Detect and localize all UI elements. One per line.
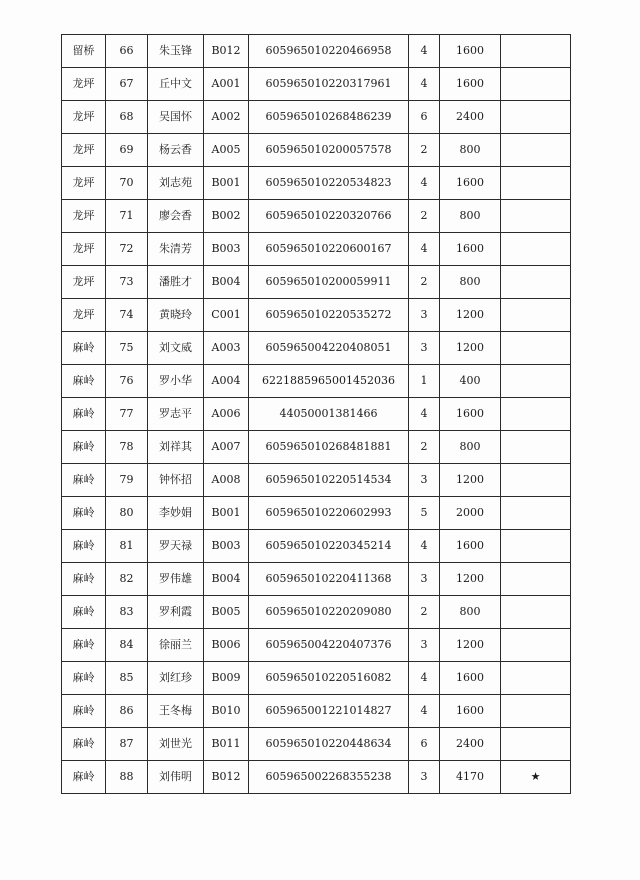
cell-name: 刘祥其	[148, 431, 204, 464]
cell-amount: 2400	[440, 728, 501, 761]
cell-code: C001	[204, 299, 249, 332]
cell-area: 麻岭	[62, 497, 106, 530]
cell-count: 6	[409, 101, 440, 134]
cell-mark	[501, 233, 571, 266]
roster-table	[61, 34, 571, 794]
cell-number: 78	[106, 431, 148, 464]
cell-code: B003	[204, 233, 249, 266]
cell-account: 605965010220516082	[249, 662, 409, 695]
cell-mark	[501, 728, 571, 761]
cell-number: 85	[106, 662, 148, 695]
cell-account: 6221885965001452036	[249, 365, 409, 398]
cell-mark	[501, 134, 571, 167]
cell-code: B011	[204, 728, 249, 761]
cell-amount: 800	[440, 266, 501, 299]
table-row	[62, 266, 571, 299]
cell-mark	[501, 35, 571, 68]
table-row	[62, 365, 571, 398]
cell-amount: 1600	[440, 35, 501, 68]
cell-count: 1	[409, 365, 440, 398]
cell-area: 龙坪	[62, 200, 106, 233]
cell-mark	[501, 68, 571, 101]
cell-area: 麻岭	[62, 596, 106, 629]
cell-name: 罗利霞	[148, 596, 204, 629]
cell-amount: 800	[440, 596, 501, 629]
cell-code: B012	[204, 35, 249, 68]
cell-account: 605965010200057578	[249, 134, 409, 167]
cell-area: 龙坪	[62, 233, 106, 266]
table-row	[62, 464, 571, 497]
cell-count: 4	[409, 662, 440, 695]
cell-area: 麻岭	[62, 464, 106, 497]
cell-count: 4	[409, 695, 440, 728]
table-row	[62, 629, 571, 662]
cell-mark	[501, 629, 571, 662]
cell-mark	[501, 266, 571, 299]
table-row	[62, 563, 571, 596]
table-row	[62, 662, 571, 695]
cell-name: 刘世光	[148, 728, 204, 761]
table-row	[62, 299, 571, 332]
cell-account: 44050001381466	[249, 398, 409, 431]
cell-number: 79	[106, 464, 148, 497]
cell-number: 69	[106, 134, 148, 167]
cell-amount: 800	[440, 200, 501, 233]
table-row	[62, 200, 571, 233]
cell-number: 86	[106, 695, 148, 728]
cell-area: 麻岭	[62, 398, 106, 431]
cell-count: 4	[409, 35, 440, 68]
cell-account: 605965010220345214	[249, 530, 409, 563]
cell-amount: 1200	[440, 629, 501, 662]
cell-count: 2	[409, 596, 440, 629]
cell-number: 80	[106, 497, 148, 530]
cell-area: 龙坪	[62, 299, 106, 332]
cell-count: 3	[409, 299, 440, 332]
cell-amount: 1600	[440, 530, 501, 563]
cell-code: A007	[204, 431, 249, 464]
cell-area: 麻岭	[62, 728, 106, 761]
cell-code: A008	[204, 464, 249, 497]
cell-count: 3	[409, 563, 440, 596]
cell-account: 605965010220411368	[249, 563, 409, 596]
cell-mark	[501, 167, 571, 200]
cell-account: 605965010220466958	[249, 35, 409, 68]
cell-amount: 1200	[440, 332, 501, 365]
table-row	[62, 497, 571, 530]
cell-number: 72	[106, 233, 148, 266]
cell-area: 麻岭	[62, 332, 106, 365]
cell-code: A004	[204, 365, 249, 398]
cell-count: 4	[409, 398, 440, 431]
table-row	[62, 101, 571, 134]
cell-mark	[501, 200, 571, 233]
cell-count: 3	[409, 761, 440, 794]
table-row	[62, 728, 571, 761]
table-body	[62, 35, 571, 794]
cell-amount: 2000	[440, 497, 501, 530]
cell-count: 3	[409, 464, 440, 497]
cell-name: 刘文威	[148, 332, 204, 365]
table-row	[62, 431, 571, 464]
cell-name: 钟怀招	[148, 464, 204, 497]
cell-code: B010	[204, 695, 249, 728]
cell-area: 龙坪	[62, 167, 106, 200]
cell-account: 605965010268486239	[249, 101, 409, 134]
cell-account: 605965010220448634	[249, 728, 409, 761]
cell-name: 罗天禄	[148, 530, 204, 563]
cell-amount: 2400	[440, 101, 501, 134]
cell-name: 黄晓玲	[148, 299, 204, 332]
cell-name: 丘中文	[148, 68, 204, 101]
cell-code: B003	[204, 530, 249, 563]
table-row	[62, 332, 571, 365]
cell-count: 3	[409, 629, 440, 662]
cell-mark	[501, 365, 571, 398]
cell-count: 5	[409, 497, 440, 530]
cell-name: 王冬梅	[148, 695, 204, 728]
cell-account: 605965010220514534	[249, 464, 409, 497]
cell-name: 朱玉锋	[148, 35, 204, 68]
table-row	[62, 35, 571, 68]
cell-number: 84	[106, 629, 148, 662]
cell-area: 龙坪	[62, 101, 106, 134]
cell-code: B001	[204, 167, 249, 200]
cell-name: 杨云香	[148, 134, 204, 167]
cell-account: 605965002268355238	[249, 761, 409, 794]
cell-number: 70	[106, 167, 148, 200]
table-row	[62, 761, 571, 794]
cell-mark	[501, 497, 571, 530]
cell-name: 李妙娟	[148, 497, 204, 530]
table-row	[62, 233, 571, 266]
cell-name: 吴国怀	[148, 101, 204, 134]
cell-code: B005	[204, 596, 249, 629]
cell-amount: 800	[440, 431, 501, 464]
cell-amount: 1600	[440, 167, 501, 200]
cell-account: 605965010220535272	[249, 299, 409, 332]
cell-account: 605965010268481881	[249, 431, 409, 464]
cell-number: 74	[106, 299, 148, 332]
table-row	[62, 695, 571, 728]
cell-area: 龙坪	[62, 134, 106, 167]
cell-mark	[501, 431, 571, 464]
cell-area: 留桥	[62, 35, 106, 68]
cell-name: 罗伟雄	[148, 563, 204, 596]
cell-amount: 1600	[440, 695, 501, 728]
cell-name: 罗小华	[148, 365, 204, 398]
cell-amount: 1600	[440, 68, 501, 101]
table-row	[62, 134, 571, 167]
cell-area: 麻岭	[62, 629, 106, 662]
cell-code: A005	[204, 134, 249, 167]
cell-code: B006	[204, 629, 249, 662]
cell-account: 605965001221014827	[249, 695, 409, 728]
table-row	[62, 398, 571, 431]
cell-number: 81	[106, 530, 148, 563]
cell-code: A002	[204, 101, 249, 134]
cell-number: 66	[106, 35, 148, 68]
cell-count: 4	[409, 167, 440, 200]
table-row	[62, 596, 571, 629]
cell-amount: 1200	[440, 563, 501, 596]
cell-count: 6	[409, 728, 440, 761]
cell-amount: 1200	[440, 464, 501, 497]
cell-mark	[501, 398, 571, 431]
cell-area: 麻岭	[62, 761, 106, 794]
cell-amount: 1600	[440, 233, 501, 266]
cell-mark	[501, 530, 571, 563]
cell-amount: 1200	[440, 299, 501, 332]
cell-number: 87	[106, 728, 148, 761]
cell-account: 605965010220209080	[249, 596, 409, 629]
cell-mark	[501, 464, 571, 497]
cell-number: 68	[106, 101, 148, 134]
cell-count: 4	[409, 233, 440, 266]
cell-number: 73	[106, 266, 148, 299]
cell-code: A006	[204, 398, 249, 431]
cell-code: A001	[204, 68, 249, 101]
cell-mark: ★	[501, 761, 571, 794]
cell-number: 83	[106, 596, 148, 629]
cell-code: B012	[204, 761, 249, 794]
cell-amount: 800	[440, 134, 501, 167]
cell-count: 4	[409, 530, 440, 563]
cell-mark	[501, 101, 571, 134]
cell-mark	[501, 299, 571, 332]
cell-name: 朱清芳	[148, 233, 204, 266]
cell-account: 605965004220408051	[249, 332, 409, 365]
cell-name: 刘志苑	[148, 167, 204, 200]
cell-account: 605965010220600167	[249, 233, 409, 266]
cell-amount: 1600	[440, 662, 501, 695]
cell-number: 71	[106, 200, 148, 233]
cell-count: 4	[409, 68, 440, 101]
cell-account: 605965010220602993	[249, 497, 409, 530]
cell-account: 605965004220407376	[249, 629, 409, 662]
table-row	[62, 68, 571, 101]
cell-amount: 400	[440, 365, 501, 398]
cell-code: B002	[204, 200, 249, 233]
cell-code: A003	[204, 332, 249, 365]
cell-account: 605965010220534823	[249, 167, 409, 200]
cell-mark	[501, 695, 571, 728]
cell-area: 麻岭	[62, 563, 106, 596]
cell-number: 75	[106, 332, 148, 365]
cell-number: 76	[106, 365, 148, 398]
cell-count: 2	[409, 200, 440, 233]
cell-mark	[501, 563, 571, 596]
cell-number: 88	[106, 761, 148, 794]
cell-code: B004	[204, 563, 249, 596]
cell-amount: 4170	[440, 761, 501, 794]
cell-account: 605965010220317961	[249, 68, 409, 101]
cell-mark	[501, 332, 571, 365]
cell-code: B004	[204, 266, 249, 299]
cell-area: 麻岭	[62, 530, 106, 563]
cell-area: 龙坪	[62, 68, 106, 101]
cell-mark	[501, 662, 571, 695]
cell-number: 82	[106, 563, 148, 596]
cell-count: 2	[409, 431, 440, 464]
cell-area: 龙坪	[62, 266, 106, 299]
cell-number: 67	[106, 68, 148, 101]
table-row	[62, 167, 571, 200]
cell-count: 2	[409, 134, 440, 167]
cell-amount: 1600	[440, 398, 501, 431]
cell-area: 麻岭	[62, 695, 106, 728]
cell-name: 潘胜才	[148, 266, 204, 299]
cell-number: 77	[106, 398, 148, 431]
cell-area: 麻岭	[62, 365, 106, 398]
cell-code: B009	[204, 662, 249, 695]
cell-name: 罗志平	[148, 398, 204, 431]
cell-count: 3	[409, 332, 440, 365]
cell-area: 麻岭	[62, 662, 106, 695]
cell-name: 徐丽兰	[148, 629, 204, 662]
cell-account: 605965010200059911	[249, 266, 409, 299]
cell-count: 2	[409, 266, 440, 299]
table-row	[62, 530, 571, 563]
cell-name: 刘伟明	[148, 761, 204, 794]
cell-name: 刘红珍	[148, 662, 204, 695]
cell-mark	[501, 596, 571, 629]
cell-account: 605965010220320766	[249, 200, 409, 233]
cell-code: B001	[204, 497, 249, 530]
cell-area: 麻岭	[62, 431, 106, 464]
cell-name: 廖会香	[148, 200, 204, 233]
